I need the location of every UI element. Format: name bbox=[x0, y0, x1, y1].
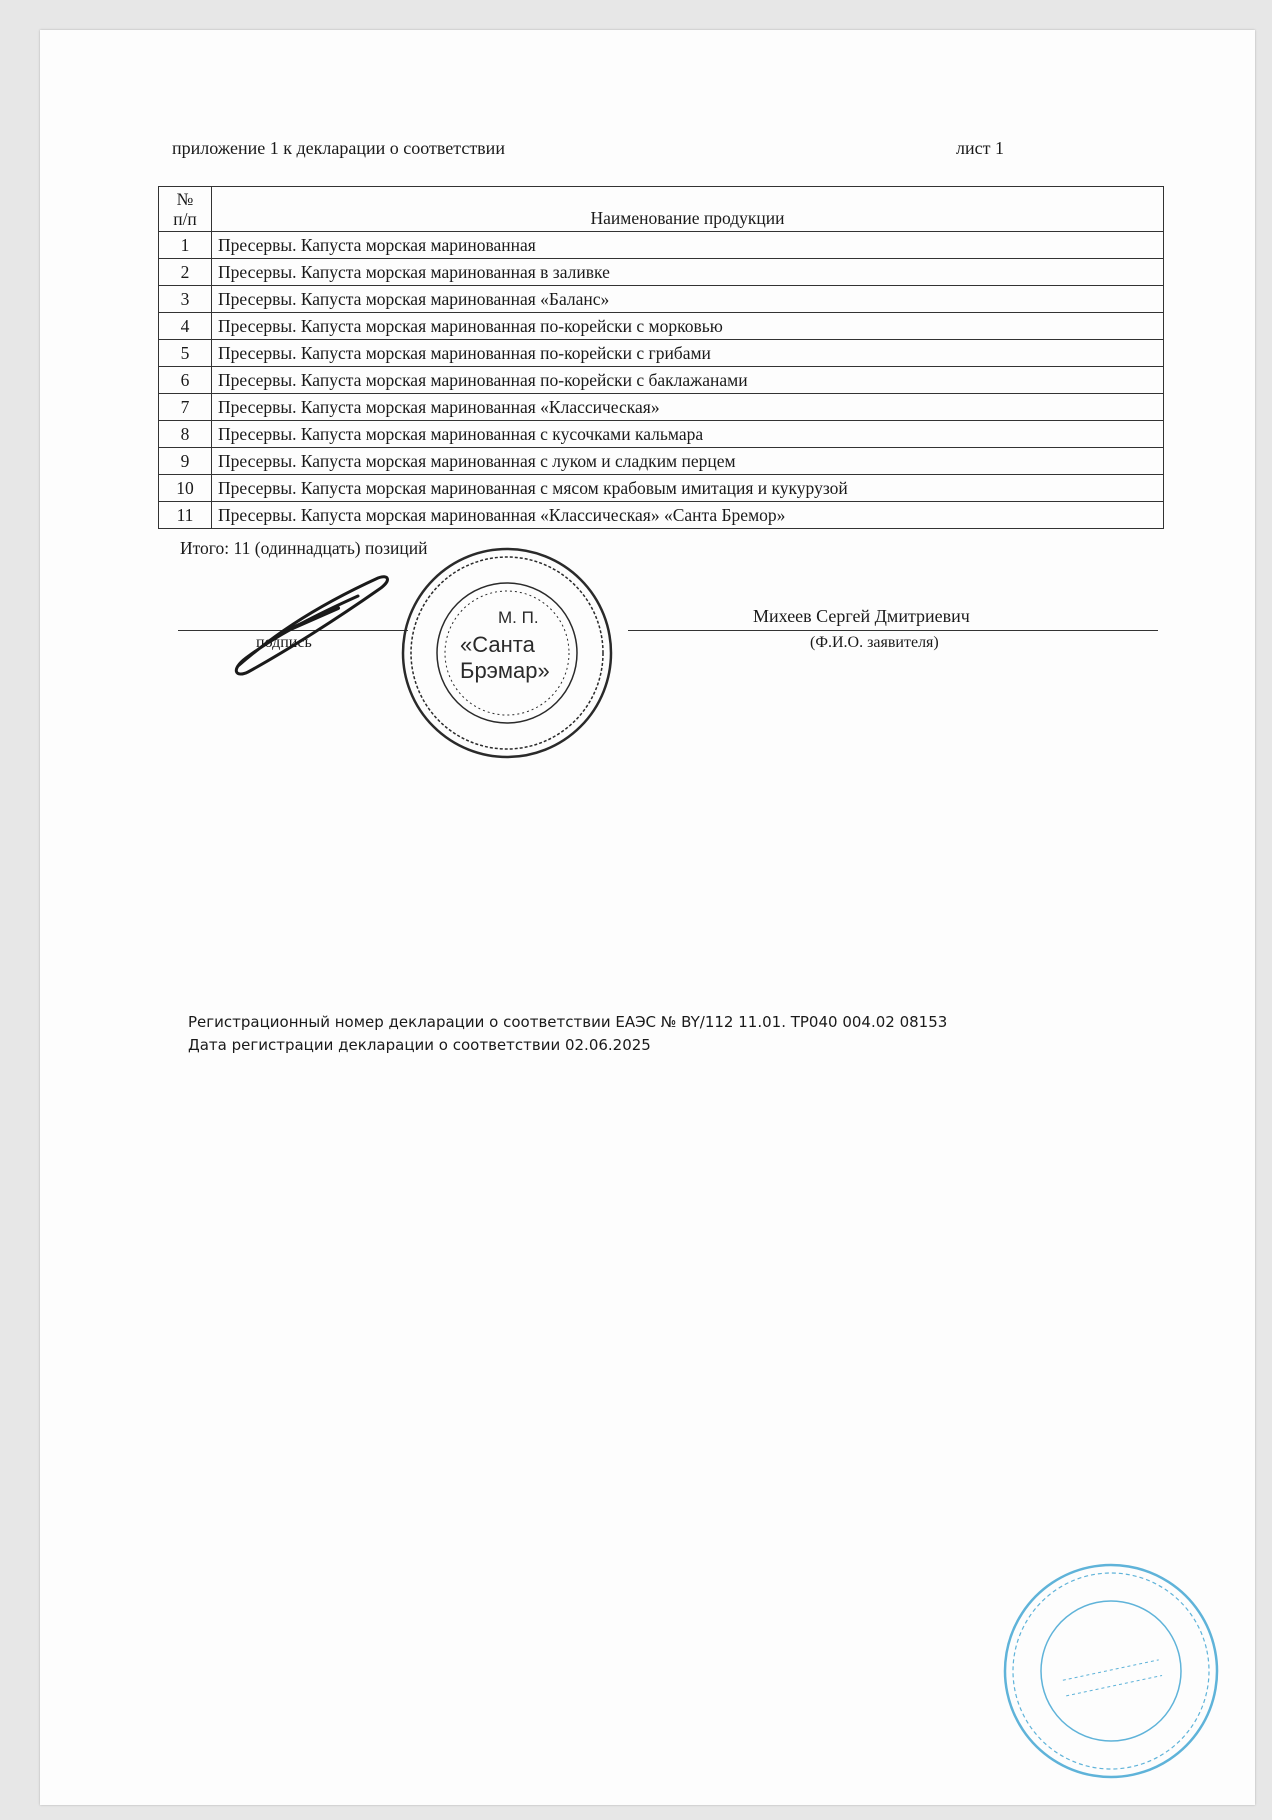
row-number: 1 bbox=[159, 232, 212, 259]
table-row bbox=[159, 448, 1164, 475]
stamp-company-name-line2: Брэмар» bbox=[460, 658, 550, 683]
row-number: 8 bbox=[159, 421, 212, 448]
product-name: Пресервы. Капуста морская маринованная по-корейски с баклажанами bbox=[212, 367, 1164, 394]
product-name: Пресервы. Капуста морская маринованная по-корейски с грибами bbox=[212, 340, 1164, 367]
stamp-mp-label: М. П. bbox=[498, 608, 539, 627]
column-header-number-line1: № bbox=[176, 189, 194, 209]
product-name: Пресервы. Капуста морская маринованная с луком и сладким перцем bbox=[212, 448, 1164, 475]
stamp-company-name-line1: «Санта bbox=[460, 632, 535, 657]
row-number: 9 bbox=[159, 448, 212, 475]
product-name: Пресервы. Капуста морская маринованная «Баланс» bbox=[212, 286, 1164, 313]
table-header-row bbox=[159, 187, 1164, 232]
row-number: 7 bbox=[159, 394, 212, 421]
row-number: 4 bbox=[159, 313, 212, 340]
row-number: 6 bbox=[159, 367, 212, 394]
registration-date: Дата регистрации декларации о соответствии 02.06.2025 bbox=[188, 1036, 651, 1054]
signer-line bbox=[628, 630, 1158, 631]
products-table bbox=[158, 186, 1164, 529]
certification-body-seal bbox=[1000, 1560, 1222, 1782]
handwritten-signature bbox=[228, 570, 398, 680]
table-row bbox=[159, 259, 1164, 286]
signer-caption: (Ф.И.О. заявителя) bbox=[810, 634, 939, 651]
row-number: 5 bbox=[159, 340, 212, 367]
table-row bbox=[159, 367, 1164, 394]
table-row bbox=[159, 313, 1164, 340]
product-name: Пресервы. Капуста морская маринованная с мясом крабовым имитация и кукурузой bbox=[212, 475, 1164, 502]
product-name: Пресервы. Капуста морская маринованная «Классическая» bbox=[212, 394, 1164, 421]
product-name: Пресервы. Капуста морская маринованная с кусочками кальмара bbox=[212, 421, 1164, 448]
signature-caption: подпись bbox=[256, 634, 312, 651]
column-header-number bbox=[159, 187, 212, 232]
table-row bbox=[159, 475, 1164, 502]
table-row bbox=[159, 502, 1164, 529]
column-header-product-name: Наименование продукции bbox=[212, 187, 1164, 232]
appendix-heading: приложение 1 к декларации о соответствии bbox=[172, 138, 505, 158]
sheet-number: лист 1 bbox=[956, 138, 1004, 158]
table-row bbox=[159, 340, 1164, 367]
table-row bbox=[159, 232, 1164, 259]
product-name: Пресервы. Капуста морская маринованная по-корейски с морковью bbox=[212, 313, 1164, 340]
total-line: Итого: 11 (одиннадцать) позиций bbox=[180, 538, 428, 558]
column-header-number-line2: п/п bbox=[173, 209, 197, 229]
row-number: 11 bbox=[159, 502, 212, 529]
table-row bbox=[159, 394, 1164, 421]
row-number: 3 bbox=[159, 286, 212, 313]
table-row bbox=[159, 421, 1164, 448]
product-name: Пресервы. Капуста морская маринованная в заливке bbox=[212, 259, 1164, 286]
row-number: 10 bbox=[159, 475, 212, 502]
registration-number: Регистрационный номер декларации о соответствии ЕАЭС № BY/112 11.01. ТР040 004.02 08153 bbox=[188, 1013, 948, 1031]
table-body bbox=[159, 232, 1164, 529]
product-name: Пресервы. Капуста морская маринованная «Классическая» «Санта Бремор» bbox=[212, 502, 1164, 529]
row-number: 2 bbox=[159, 259, 212, 286]
product-name: Пресервы. Капуста морская маринованная bbox=[212, 232, 1164, 259]
signer-name: Михеев Сергей Дмитриевич bbox=[753, 606, 970, 626]
table-row bbox=[159, 286, 1164, 313]
